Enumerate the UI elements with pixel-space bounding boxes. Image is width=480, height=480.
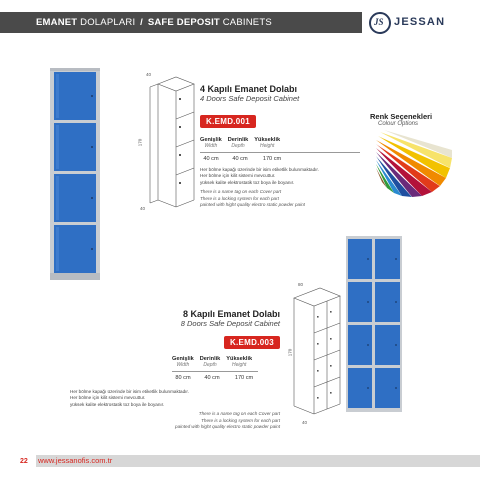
dim-width-2: 40 [302, 420, 308, 425]
brand-logo [369, 12, 469, 34]
spec-height-header: Yükseklik Height [254, 137, 281, 149]
title-en-rest: CABINETS [222, 17, 272, 28]
product-2-code: K.EMD.003 [224, 336, 280, 349]
spec-width-header: Genişlik Width [200, 137, 222, 149]
spec-depth-header: Derinlik Depth [227, 137, 249, 149]
product-1-desc-tr: Her bölme kapağı üzerinde bir isim etiketlik bulunmaktadır. Her bölme için kilit sistemi mevcuttur. yüksek kalite elektrostatik toz boya ile boyanır. [200, 167, 319, 185]
website-link[interactable]: www.jessanofis.com.tr [38, 456, 113, 465]
product-1-info [200, 84, 360, 209]
colour-fan-swatch-icon [372, 128, 456, 198]
title-separator: / [140, 17, 143, 28]
product-2-spec-table [172, 356, 258, 381]
locker-door-2 [54, 123, 96, 171]
spec-width-value: 40 cm [203, 156, 219, 162]
logo-mark-text: JS [374, 17, 384, 27]
locker-door-3 [54, 174, 96, 222]
spec2-depth-value: 40 cm [204, 375, 220, 381]
colour-options-subtitle: Colour Options [378, 121, 419, 127]
spec2-width-header: Genişlik Width [172, 356, 194, 368]
dim-height-2: 170 [287, 348, 293, 357]
title-en-bold: SAFE DEPOSIT [147, 17, 220, 28]
product-1-code: K.EMD.001 [200, 115, 256, 128]
product-2-title: 8 Kapılı Emanet Dolabı [182, 309, 280, 319]
dim-depth-1: 40 [146, 72, 152, 77]
title-tr-bold: EMANET [36, 17, 78, 28]
spec-height-value: 170 cm [262, 156, 282, 162]
locker-door-4 [54, 225, 96, 273]
spec2-height-header: Yükseklik Height [226, 356, 253, 368]
dim-width-1: 40 [140, 206, 146, 211]
product-2-info [70, 309, 280, 431]
product-1-subtitle: 4 Doors Safe Deposit Cabinet [200, 94, 300, 103]
product-2-desc-tr: Her bölme kapağı üzerinde bir isim etiketlik bulunmaktadır. Her bölme için kilit sistemi mevcuttur. yüksek kalite elektrostatik toz boya ile boyanır. [70, 389, 189, 407]
locker-door-1 [54, 72, 96, 120]
locker-4-door-photo [50, 68, 100, 280]
product-1-spec-table [200, 137, 360, 162]
dim-depth-2: 80 [298, 282, 304, 287]
product-1-desc-en: There is a name tag on each Cover part There is a locking system for each part painted with hight quality electro static powder paint [200, 189, 305, 208]
title-tr-rest: DOLAPLARI [80, 17, 136, 28]
page-title [36, 17, 272, 28]
product-2-subtitle: 8 Doors Safe Deposit Cabinet [180, 319, 280, 328]
product-2-desc-en: There is a name tag on each Cover part There is a locking system for each part painted with hight quality electro static powder paint [175, 411, 280, 430]
colour-options-title: Renk Seçenekleri [370, 112, 433, 121]
dim-height-1: 170 [137, 138, 143, 147]
product-1-title: 4 Kapılı Emanet Dolabı [200, 84, 298, 94]
spec2-height-value: 170 cm [234, 375, 254, 381]
spec-depth-value: 40 cm [232, 156, 248, 162]
logo-mark-icon [369, 12, 391, 34]
logo-text: JESSAN [394, 16, 446, 28]
spec2-depth-header: Derinlik Depth [199, 356, 221, 368]
spec2-width-value: 80 cm [175, 375, 191, 381]
page-number: 22 [20, 458, 28, 465]
locker-8-door-photo [346, 236, 402, 412]
